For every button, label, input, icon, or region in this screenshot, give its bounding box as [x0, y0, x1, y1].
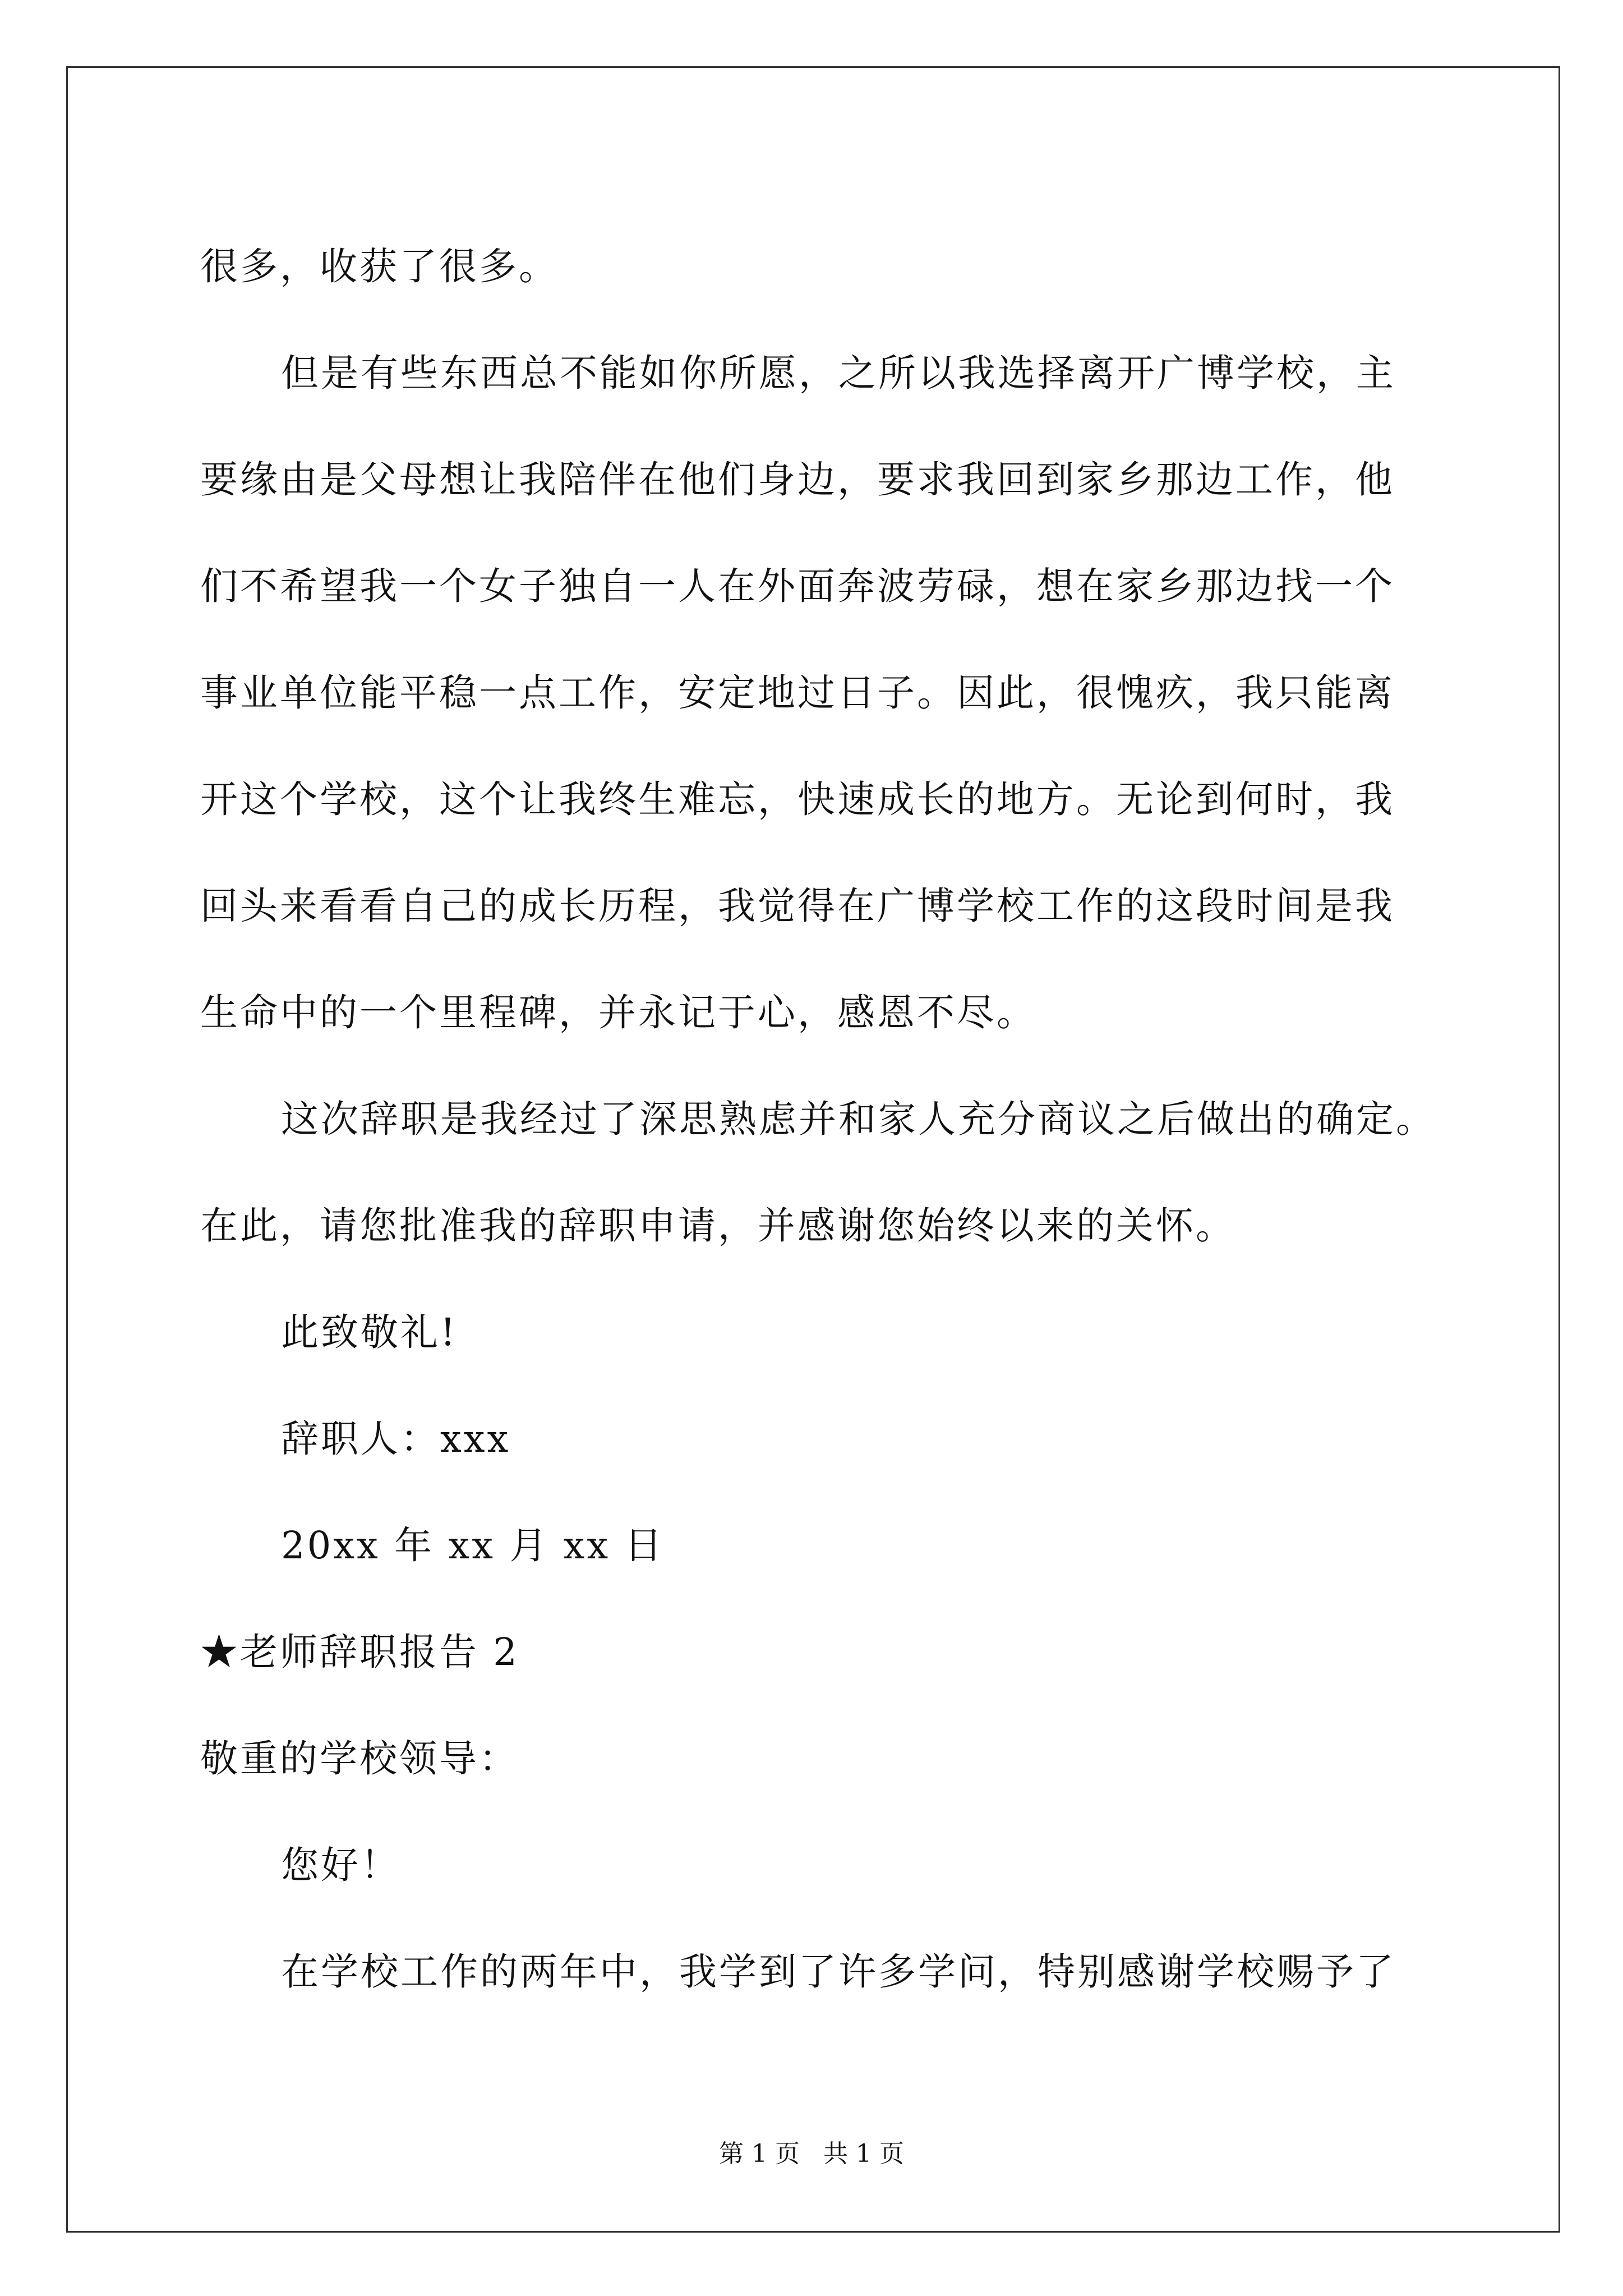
paragraph-line: 在学校工作的两年中，我学到了许多学问，特别感谢学校赐予了: [281, 1950, 1396, 1994]
paragraph-line: 要缘由是父母想让我陪伴在他们身边，要求我回到家乡那边工作，他: [200, 458, 1395, 501]
page-footer: 第 1 页 共 1 页: [719, 2139, 904, 2168]
closing-salutation: 此致敬礼!: [281, 1310, 458, 1354]
paragraph-line: 们不希望我一个女子独自一人在外面奔波劳碌，想在家乡那边找一个: [200, 564, 1395, 608]
section-heading: ★老师辞职报告 2: [200, 1630, 519, 1674]
paragraph-line: 生命中的一个里程碑，并永记于心，感恩不尽。: [200, 991, 1036, 1034]
paragraph-line: 事业单位能平稳一点工作，安定地过日子。因此，很愧疚，我只能离: [200, 671, 1395, 715]
greeting: 您好！: [281, 1843, 400, 1887]
document-body: [200, 213, 1490, 2025]
paragraph-line: 但是有些东西总不能如你所愿，之所以我选择离开广博学校，主: [281, 351, 1396, 395]
paragraph-line: 开这个学校，这个让我终生难忘，快速成长的地方。无论到何时，我: [200, 777, 1395, 821]
date-line: 20xx 年 xx 月 xx 日: [281, 1524, 665, 1567]
greeting-recipient: 敬重的学校领导：: [200, 1737, 519, 1780]
paragraph-line: 这次辞职是我经过了深思熟虑并和家人充分商议之后做出的确定。: [281, 1097, 1436, 1141]
paragraph-line: 在此，请您批准我的辞职申请，并感谢您始终以来的关怀。: [200, 1204, 1235, 1248]
paragraph-line: 回头来看看自己的成长历程，我觉得在广博学校工作的这段时间是我: [200, 884, 1395, 928]
signature-line: 辞职人：xxx: [281, 1417, 511, 1461]
paragraph-line: 很多，收获了很多。: [200, 245, 559, 288]
